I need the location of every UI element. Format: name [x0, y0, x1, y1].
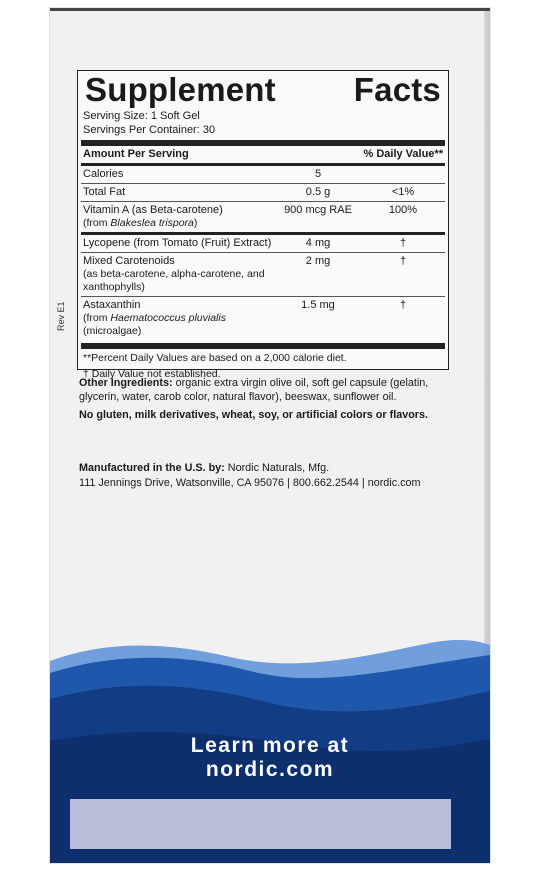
promo-line-2: nordic.com [205, 758, 335, 781]
facts-title [83, 71, 443, 109]
bottom-strip [50, 850, 490, 863]
facts-header-row [83, 146, 443, 163]
table-row [83, 297, 443, 340]
wave-graphic [50, 621, 490, 863]
manufacturer-address: 111 Jennings Drive, Watsonville, CA 95076 | 800.662.2544 | nordic.com [79, 477, 421, 489]
manufacturer-info [79, 461, 449, 491]
allergen-statement: No gluten, milk derivatives, wheat, soy, or artificial colors or flavors. [79, 409, 429, 421]
nutrient-amount: 4 mg [305, 237, 331, 249]
nutrient-amount: 900 mcg RAE [284, 204, 352, 216]
nutrient-name-block [83, 299, 273, 338]
source-species: Haematococcus pluvialis [110, 312, 226, 324]
source-species: Blakeslea trispora [110, 217, 194, 229]
nutrient-amount: 1.5 mg [301, 299, 335, 311]
supplement-facts-panel [77, 70, 449, 380]
ingredients-list: organic extra virgin olive oil, soft gel capsule (gelatin, glycerin, water, carob color, natural flavor), beeswax, sunflower oil. [79, 377, 429, 403]
nutrient-dv: † [399, 237, 407, 249]
other-ingredients [79, 376, 449, 422]
table-row [83, 184, 443, 201]
manufacturer-label: Manufactured in the U.S. by: [79, 462, 225, 474]
nutrient-name: Calories [83, 168, 124, 180]
nutrient-name: Mixed Carotenoids [83, 255, 175, 267]
nutrient-name: Total Fat [83, 186, 126, 198]
nutrient-source [83, 217, 273, 230]
source-suffix: ) [193, 217, 198, 229]
nutrient-name: Vitamin A (as Beta-carotene) [83, 204, 223, 216]
ingredients-text [79, 376, 449, 404]
nutrient-name-block [83, 204, 273, 230]
footnote-dagger: † Daily Value not established. [83, 368, 221, 380]
nutrient-name-block [83, 255, 273, 294]
manufacturer-name: Nordic Naturals, Mfg. [224, 462, 330, 474]
nutrient-dv: † [399, 255, 407, 267]
nutrient-dv [363, 168, 443, 181]
nutrient-name: Lycopene (from Tomato (Fruit) Extract) [83, 237, 272, 249]
nutrient-source: (as beta-carotene, alpha-carotene, and xanthophylls) [83, 268, 265, 293]
source-prefix: (from [83, 217, 111, 229]
serving-size: Serving Size: 1 Soft Gel [83, 110, 200, 122]
promo-line-1: Learn more at [190, 734, 350, 757]
facts-title-right: Facts [353, 71, 441, 108]
nutrient-amount: 5 [314, 168, 322, 180]
product-box-panel [50, 8, 490, 863]
ingredients-label: Other Ingredients: [79, 377, 173, 389]
facts-title-left: Supplement [85, 71, 276, 108]
nutrient-amount: 2 mg [305, 255, 331, 267]
table-row [83, 166, 443, 183]
nutrient-amount: 0.5 g [305, 186, 331, 198]
nutrient-name: Astaxanthin [83, 299, 141, 311]
table-row [83, 253, 443, 296]
nutrient-dv: † [399, 299, 407, 311]
source-prefix: (from [83, 312, 111, 324]
header-dv: % Daily Value** [363, 148, 443, 160]
source-suffix: (microalgae) [83, 325, 142, 337]
table-row [83, 202, 443, 232]
promo-text [50, 734, 490, 782]
nutrient-source [83, 312, 273, 338]
manufacturer-line [79, 461, 449, 476]
revision-label: Rev E1 [56, 301, 66, 331]
footnote-dv: **Percent Daily Values are based on a 2,000 calorie diet. [83, 352, 347, 364]
nutrient-dv: 100% [388, 204, 418, 216]
servings-per-container: Servings Per Container: 30 [83, 124, 216, 136]
table-row [83, 235, 443, 252]
header-amount: Amount Per Serving [83, 148, 189, 160]
box-window [70, 799, 451, 849]
nutrient-dv: <1% [391, 186, 415, 198]
